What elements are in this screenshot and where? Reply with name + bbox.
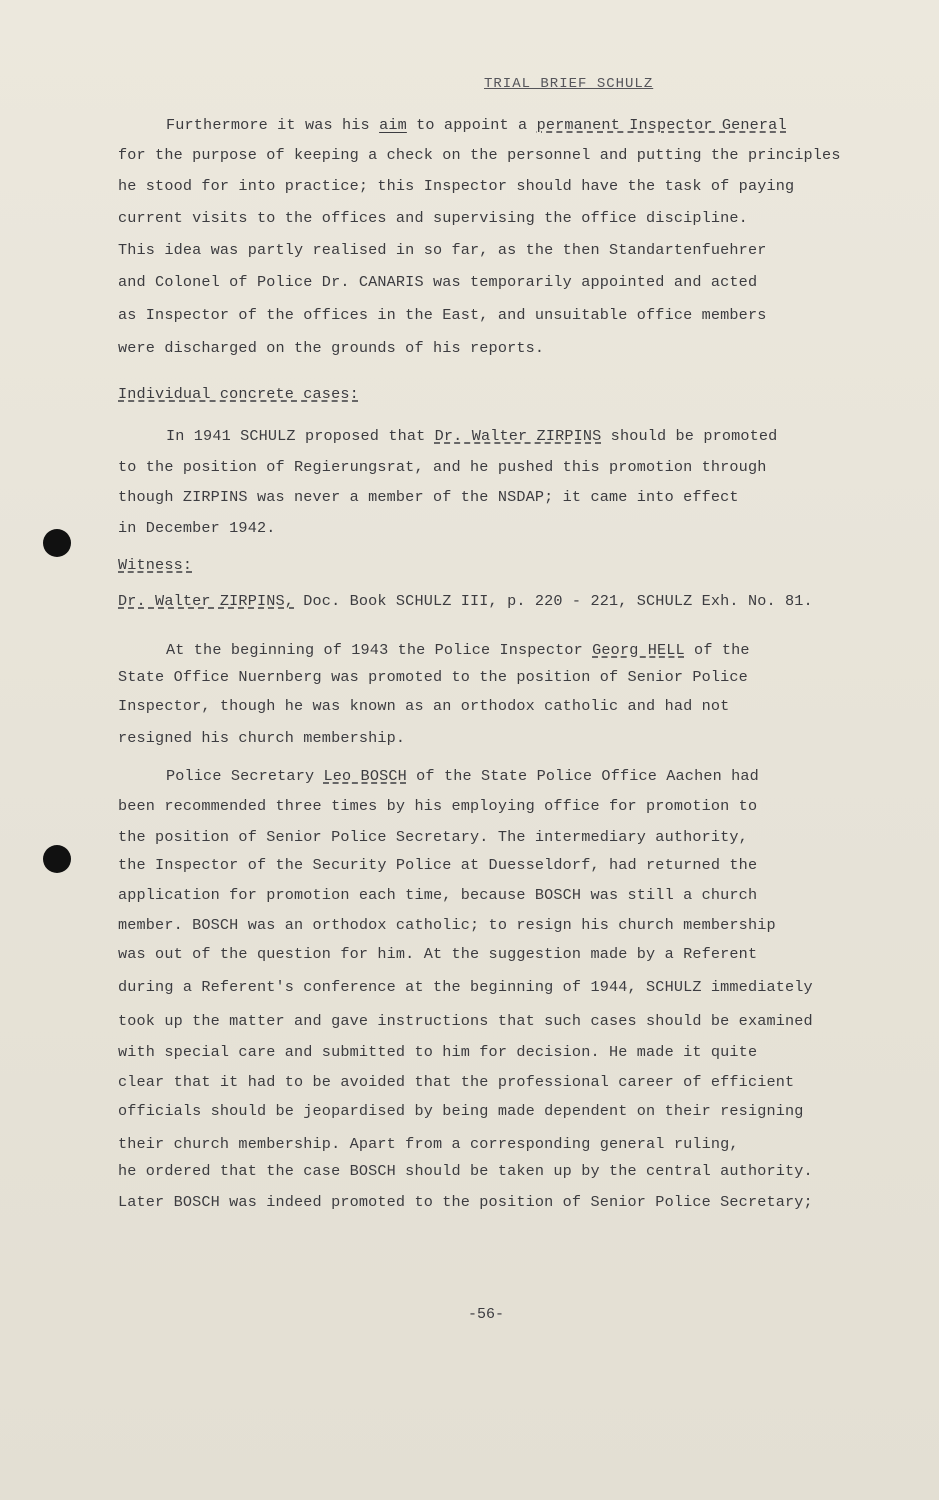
section-heading: Individual concrete cases:: [118, 385, 359, 403]
header-title: TRIAL BRIEF SCHULZ: [484, 76, 654, 92]
text-line: application for promotion each time, because BOSCH was still a church: [118, 886, 758, 904]
text-line: This idea was partly realised in so far, as the then Standartenfuehrer: [118, 241, 767, 259]
punch-hole: [43, 529, 71, 557]
text-line: the Inspector of the Security Police at Duesseldorf, had returned the: [118, 856, 758, 874]
text-line: current visits to the offices and supervising the office discipline.: [118, 209, 748, 227]
text-line: to the position of Regierungsrat, and he pushed this promotion through: [118, 458, 767, 476]
text-line: took up the matter and gave instructions that such cases should be examined: [118, 1012, 813, 1030]
text-line: resigned his church membership.: [118, 729, 406, 747]
text-line: Furthermore it was his aim to appoint a permanent Inspector General: [166, 116, 787, 134]
text-line: Later BOSCH was indeed promoted to the position of Senior Police Secretary;: [118, 1193, 813, 1211]
page-number: -56-: [468, 1306, 505, 1323]
witness-label: Witness:: [118, 556, 193, 574]
text-line: in December 1942.: [118, 519, 276, 537]
text-line: he stood for into practice; this Inspector should have the task of paying: [118, 177, 795, 195]
text-line: member. BOSCH was an orthodox catholic; to resign his church membership: [118, 916, 776, 934]
text-line: clear that it had to be avoided that the professional career of efficient: [118, 1073, 795, 1091]
underlined-text: permanent Inspector General: [536, 116, 787, 134]
text-line: were discharged on the grounds of his reports.: [118, 339, 545, 357]
witness-reference: Dr. Walter ZIRPINS, Doc. Book SCHULZ III, p. 220 - 221, SCHULZ Exh. No. 81.: [118, 592, 813, 610]
text-line: been recommended three times by his employing office for promotion to: [118, 797, 758, 815]
text-line: At the beginning of 1943 the Police Inspector Georg HELL of the: [166, 641, 750, 659]
underlined-text: Dr. Walter ZIRPINS,: [118, 592, 295, 610]
underlined-text: Georg HELL: [592, 641, 685, 659]
text-line: though ZIRPINS was never a member of the NSDAP; it came into effect: [118, 488, 739, 506]
text-line: during a Referent's conference at the beginning of 1944, SCHULZ immediately: [118, 978, 813, 996]
underlined-text: aim: [379, 116, 407, 134]
text-line: for the purpose of keeping a check on the personnel and putting the principles: [118, 146, 841, 164]
text-line: and Colonel of Police Dr. CANARIS was temporarily appointed and acted: [118, 273, 758, 291]
text-line: their church membership. Apart from a corresponding general ruling,: [118, 1135, 739, 1153]
text-line: State Office Nuernberg was promoted to the position of Senior Police: [118, 668, 748, 686]
text-line: was out of the question for him. At the suggestion made by a Referent: [118, 945, 758, 963]
text-line: In 1941 SCHULZ proposed that Dr. Walter ZIRPINS should be promoted: [166, 427, 778, 445]
text-line: as Inspector of the offices in the East, and unsuitable office members: [118, 306, 767, 324]
punch-hole: [43, 845, 71, 873]
text-line: the position of Senior Police Secretary. The intermediary authority,: [118, 828, 748, 846]
text-line: officials should be jeopardised by being made dependent on their resigning: [118, 1102, 804, 1120]
text-line: with special care and submitted to him for decision. He made it quite: [118, 1043, 758, 1061]
underlined-text: Leo BOSCH: [323, 767, 407, 785]
text-line: Police Secretary Leo BOSCH of the State Police Office Aachen had: [166, 767, 759, 785]
text-line: Inspector, though he was known as an orthodox catholic and had not: [118, 697, 730, 715]
page-header: [484, 76, 653, 92]
underlined-text: Dr. Walter ZIRPINS: [434, 427, 602, 445]
text-line: he ordered that the case BOSCH should be taken up by the central authority.: [118, 1162, 813, 1180]
